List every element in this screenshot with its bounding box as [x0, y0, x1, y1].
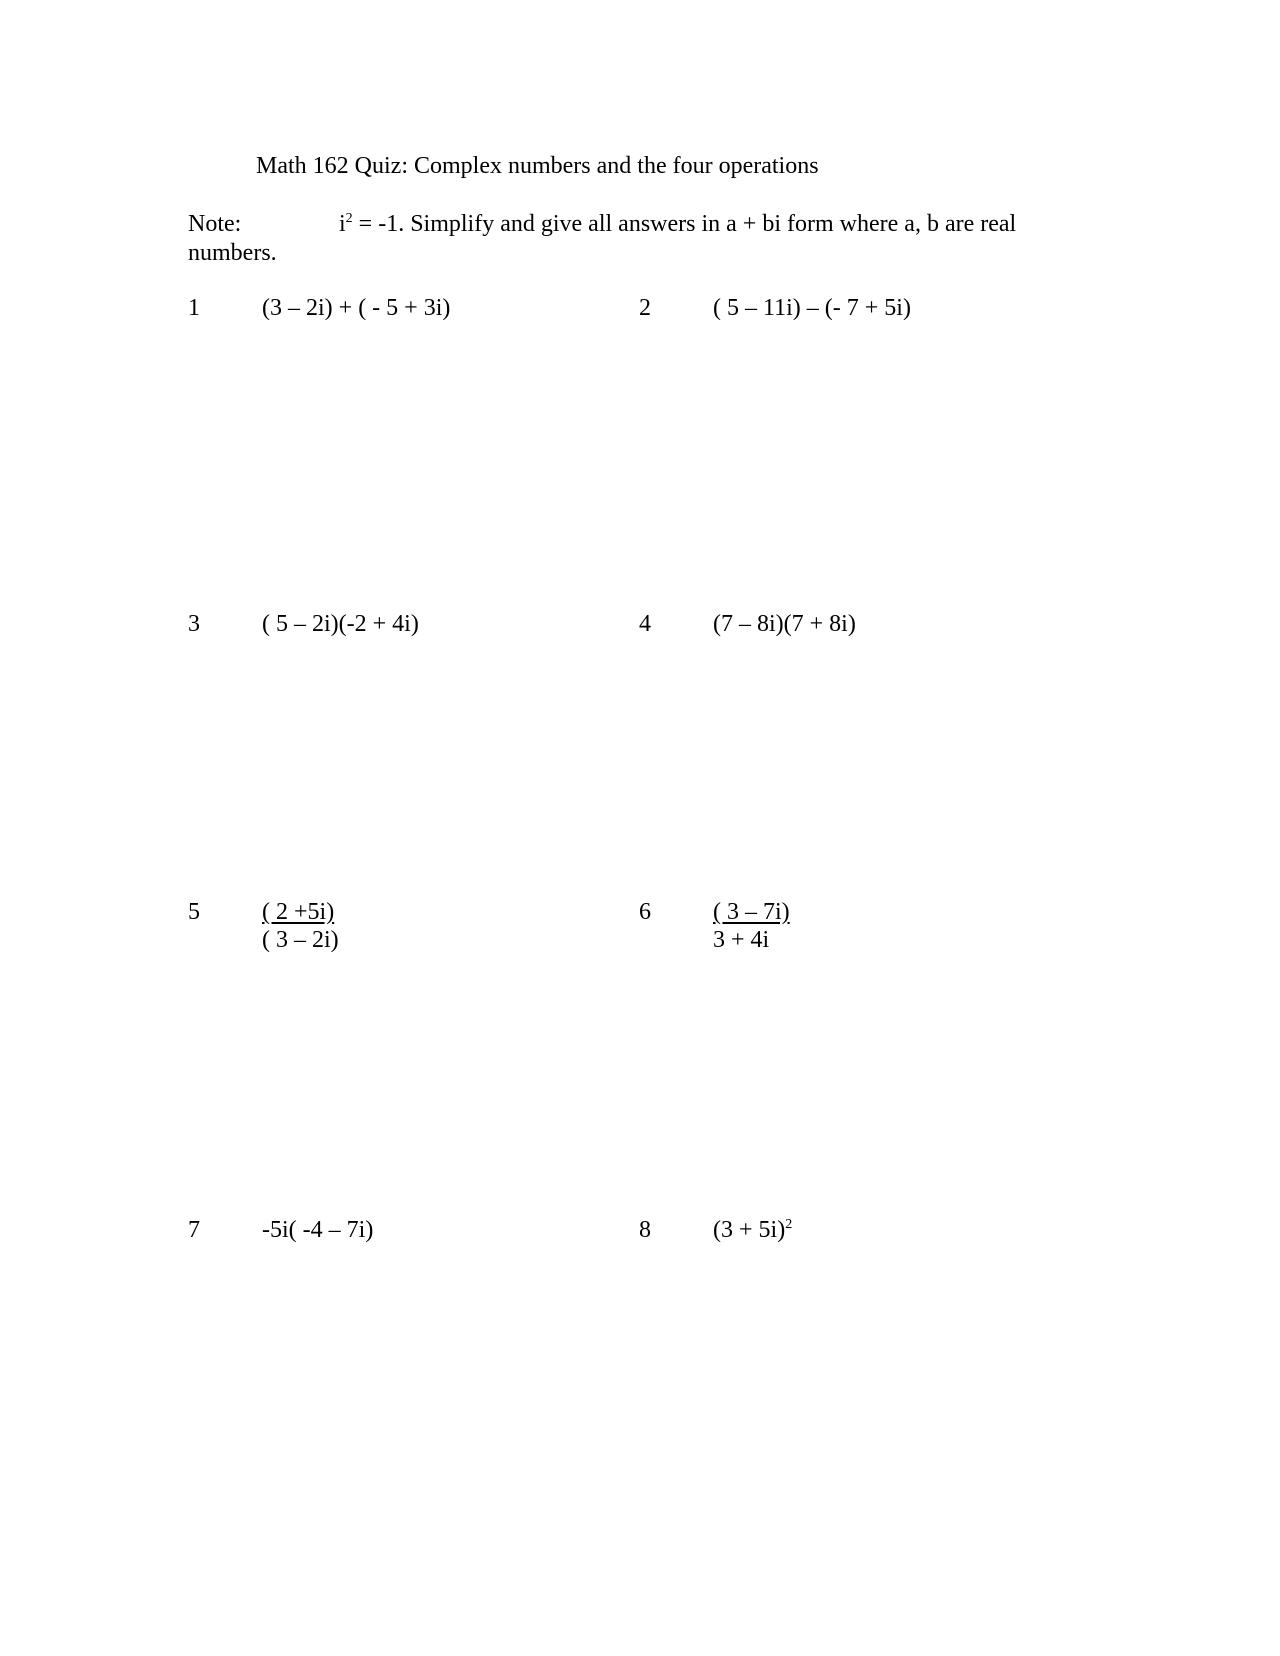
problem-expression	[713, 1216, 792, 1244]
problem-number: 4	[639, 611, 651, 637]
note-label: Note:	[188, 211, 242, 237]
note-formula-rest: = -1. Simplify and give all answers in a + bi form where a, b are real	[352, 211, 1017, 237]
problem-number: 1	[188, 295, 200, 321]
problem-expression: (7 – 8i)(7 + 8i)	[713, 611, 856, 637]
note-text	[339, 210, 1016, 238]
problem-number: 3	[188, 611, 200, 637]
problem-number: 7	[188, 1217, 200, 1243]
fraction-denominator: ( 3 – 2i)	[262, 927, 339, 953]
fraction-numerator: ( 3 – 7i)	[713, 899, 790, 925]
problem-fraction	[262, 898, 339, 954]
page-title: Math 162 Quiz: Complex numbers and the four operations	[256, 153, 819, 179]
problem-number: 6	[639, 899, 651, 925]
note-continuation: numbers.	[188, 240, 277, 266]
problem-expression: (3 – 2i) + ( - 5 + 3i)	[262, 295, 451, 321]
fraction-denominator: 3 + 4i	[713, 927, 770, 953]
problem-number: 2	[639, 295, 651, 321]
problem-fraction	[713, 898, 790, 954]
note-formula-exponent: 2	[345, 211, 353, 226]
expression-base: (3 + 5i)	[713, 1217, 786, 1243]
expression-exponent: 2	[785, 1217, 793, 1232]
problem-expression: -5i( -4 – 7i)	[262, 1217, 374, 1243]
problem-number: 8	[639, 1217, 651, 1243]
note-formula-base: i	[339, 211, 346, 237]
problem-expression: ( 5 – 11i) – (- 7 + 5i)	[713, 295, 911, 321]
problem-expression: ( 5 – 2i)(-2 + 4i)	[262, 611, 419, 637]
problem-number: 5	[188, 899, 200, 925]
fraction-numerator: ( 2 +5i)	[262, 899, 335, 925]
